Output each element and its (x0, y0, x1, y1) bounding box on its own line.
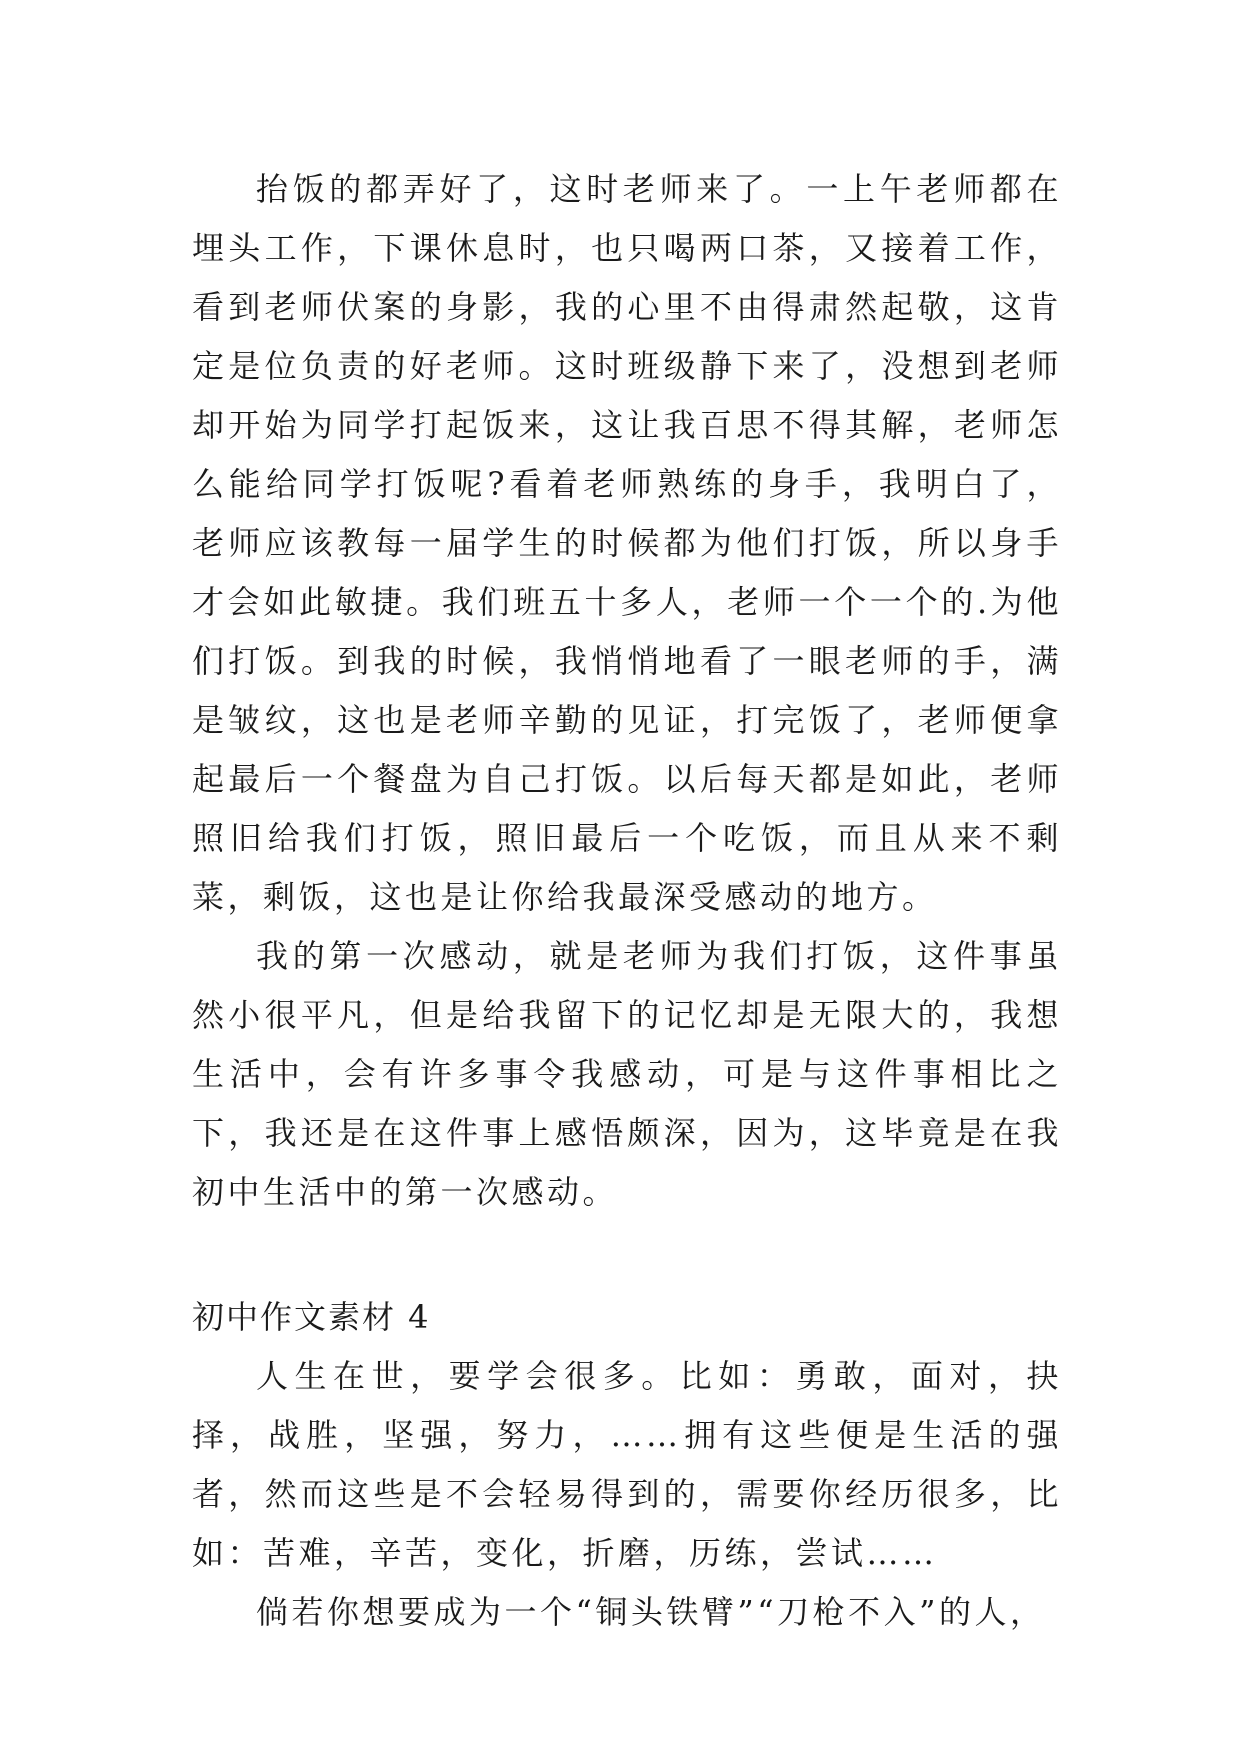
paragraph-copper-head: 倘若你想要成为一个“铜头铁臂”“刀枪不入”的人， (256, 1593, 1046, 1631)
section-heading: 初中作文素材 4 (192, 1298, 431, 1336)
paragraph-first-moved: 我的第一次感动，就是老师为我们打饭，这件事虽然小很平凡，但是给我留下的记忆却是无限大的，我想生活中，会有许多事令我感动，可是与这件事相比之下，我还是在这件事上感悟颇深，因为，这毕竟是在我初中生活中的第一次感动。 (192, 937, 1062, 1211)
paragraph-teacher-serving-rice: 抬饭的都弄好了，这时老师来了。一上午老师都在埋头工作，下课休息时，也只喝两口茶，又接着工作，看到老师伏案的身影，我的心里不由得肃然起敬，这肯定是位负责的好老师。这时班级静下来了，没想到老师却开始为同学打起饭来，这让我百思不得其解，老师怎么能给同学打饭呢?看着老师熟练的身手，我明白了，老师应该教每一届学生的时候都为他们打饭，所以身手才会如此敏捷。我们班五十多人，老师一个一个的.为他们打饭。到我的时候，我悄悄地看了一眼老师的手，满是皱纹，这也是老师辛勤的见证，打完饭了，老师便拿起最后一个餐盘为自己打饭。以后每天都是如此，老师照旧给我们打饭，照旧最后一个吃饭，而且从来不剩菜，剩饭，这也是让你给我最深受感动的地方。 (192, 170, 1062, 916)
paragraph-life-lessons: 人生在世，要学会很多。比如：勇敢，面对，抉择，战胜，坚强，努力，……拥有这些便是生活的强者，然而这些是不会轻易得到的，需要你经历很多，比如：苦难，辛苦，变化，折磨，历练，尝试…… (192, 1357, 1062, 1572)
document-body (192, 160, 1062, 1642)
